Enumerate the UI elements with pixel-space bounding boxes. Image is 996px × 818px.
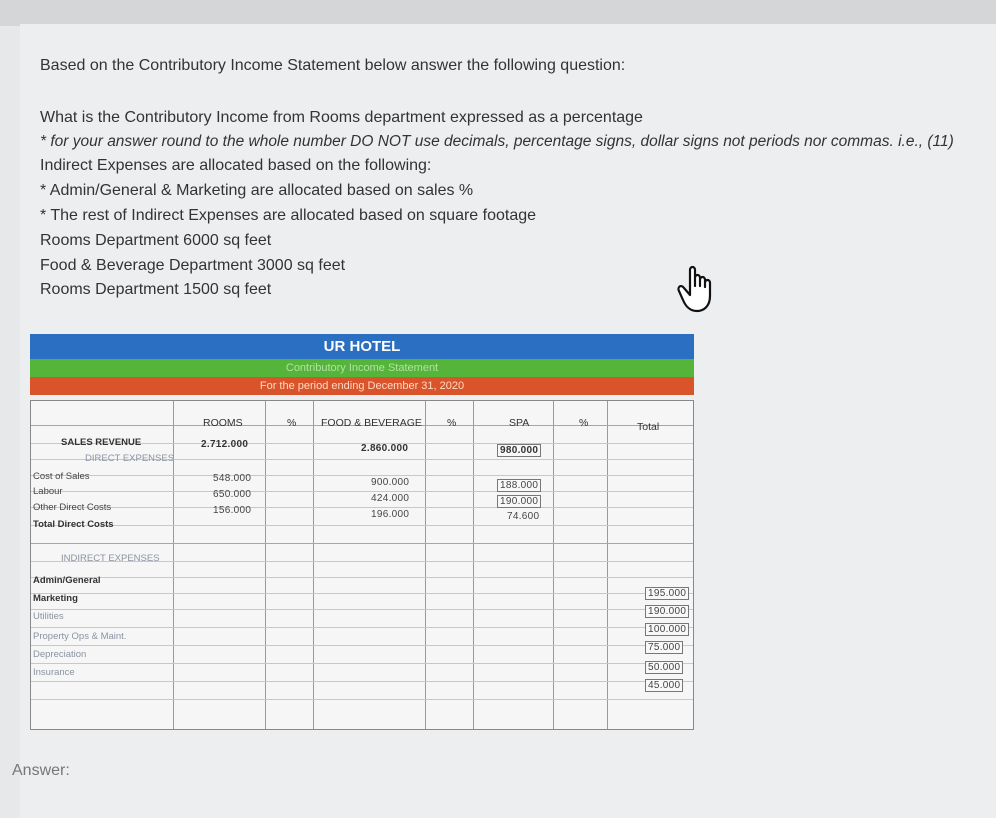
- allocation-rule-1: * Admin/General & Marketing are allocated based on sales %: [40, 182, 474, 199]
- indirect-row-label: Property Ops & Maint.: [33, 631, 127, 642]
- sqft-line-3: Rooms Department 1500 sq feet: [40, 281, 272, 298]
- sqft-line-2: Food & Beverage Department 3000 sq feet: [40, 257, 346, 274]
- indirect-row-label: Utilities: [33, 611, 64, 622]
- direct-rooms-value: 650.000: [213, 489, 252, 500]
- direct-row-label: Cost of Sales: [33, 471, 90, 482]
- statement-title-bar: Contributory Income Statement: [30, 359, 694, 377]
- indirect-total-value: 195.000: [645, 587, 689, 600]
- indirect-expenses-label: INDIRECT EXPENSES: [61, 553, 160, 564]
- direct-expenses-label: DIRECT EXPENSES: [85, 453, 175, 464]
- direct-spa-value: 188.000: [497, 479, 541, 492]
- sales-spa-value: 980.000: [497, 444, 541, 457]
- direct-fb-value: 900.000: [371, 477, 410, 488]
- indirect-row-label: Admin/General: [33, 575, 101, 586]
- statement-period-bar: For the period ending December 31, 2020: [30, 377, 694, 395]
- indirect-total-value: 45.000: [645, 679, 683, 692]
- col-header-pct-spa: %: [579, 417, 589, 429]
- direct-fb-value: 196.000: [371, 509, 410, 520]
- direct-rooms-value: 156.000: [213, 505, 252, 516]
- indirect-total-value: 50.000: [645, 661, 683, 674]
- direct-spa-value: 74.600: [507, 511, 540, 522]
- col-header-pct-rooms: %: [287, 417, 297, 429]
- indirect-total-value: 75.000: [645, 641, 683, 654]
- indirect-total-value: 190.000: [645, 605, 689, 618]
- sqft-line-1: Rooms Department 6000 sq feet: [40, 232, 272, 249]
- sales-fb-value: 2.860.000: [361, 443, 409, 454]
- indirect-row-label: Marketing: [33, 593, 78, 604]
- col-header-food-beverage: FOOD & BEVERAGE: [321, 417, 422, 429]
- indirect-row-label: Insurance: [33, 667, 75, 678]
- direct-row-label: Other Direct Costs: [33, 502, 112, 513]
- col-header-rooms: ROOMS: [203, 417, 243, 429]
- statement-grid: [30, 400, 694, 730]
- allocation-heading: Indirect Expenses are allocated based on the following:: [40, 157, 432, 174]
- sales-rooms-value: 2.712.000: [201, 439, 249, 450]
- col-header-total: Total: [637, 421, 660, 433]
- question-note: * for your answer round to the whole number DO NOT use decimals, percentage signs, dollar signs not periods nor commas. i.e., (11): [40, 133, 954, 150]
- indirect-total-value: 100.000: [645, 623, 689, 636]
- direct-spa-value: 190.000: [497, 495, 541, 508]
- total-direct-costs-label: Total Direct Costs: [33, 519, 114, 530]
- allocation-rule-2: * The rest of Indirect Expenses are allocated based on square footage: [40, 207, 537, 224]
- answer-label: Answer:: [12, 762, 70, 779]
- indirect-row-label: Depreciation: [33, 649, 87, 660]
- question-intro: Based on the Contributory Income Statement below answer the following question:: [40, 57, 626, 74]
- hotel-title-bar: UR HOTEL: [30, 334, 694, 359]
- hand-pointer-icon: [676, 264, 722, 314]
- direct-fb-value: 424.000: [371, 493, 410, 504]
- question-prompt: What is the Contributory Income from Rooms department expressed as a percentage: [40, 109, 643, 126]
- col-header-pct-fb: %: [447, 417, 457, 429]
- sales-revenue-label: SALES REVENUE: [61, 437, 142, 448]
- direct-rooms-value: 548.000: [213, 473, 252, 484]
- top-band: [0, 0, 996, 26]
- direct-row-label: Labour: [33, 486, 63, 497]
- col-header-spa: SPA: [509, 417, 530, 429]
